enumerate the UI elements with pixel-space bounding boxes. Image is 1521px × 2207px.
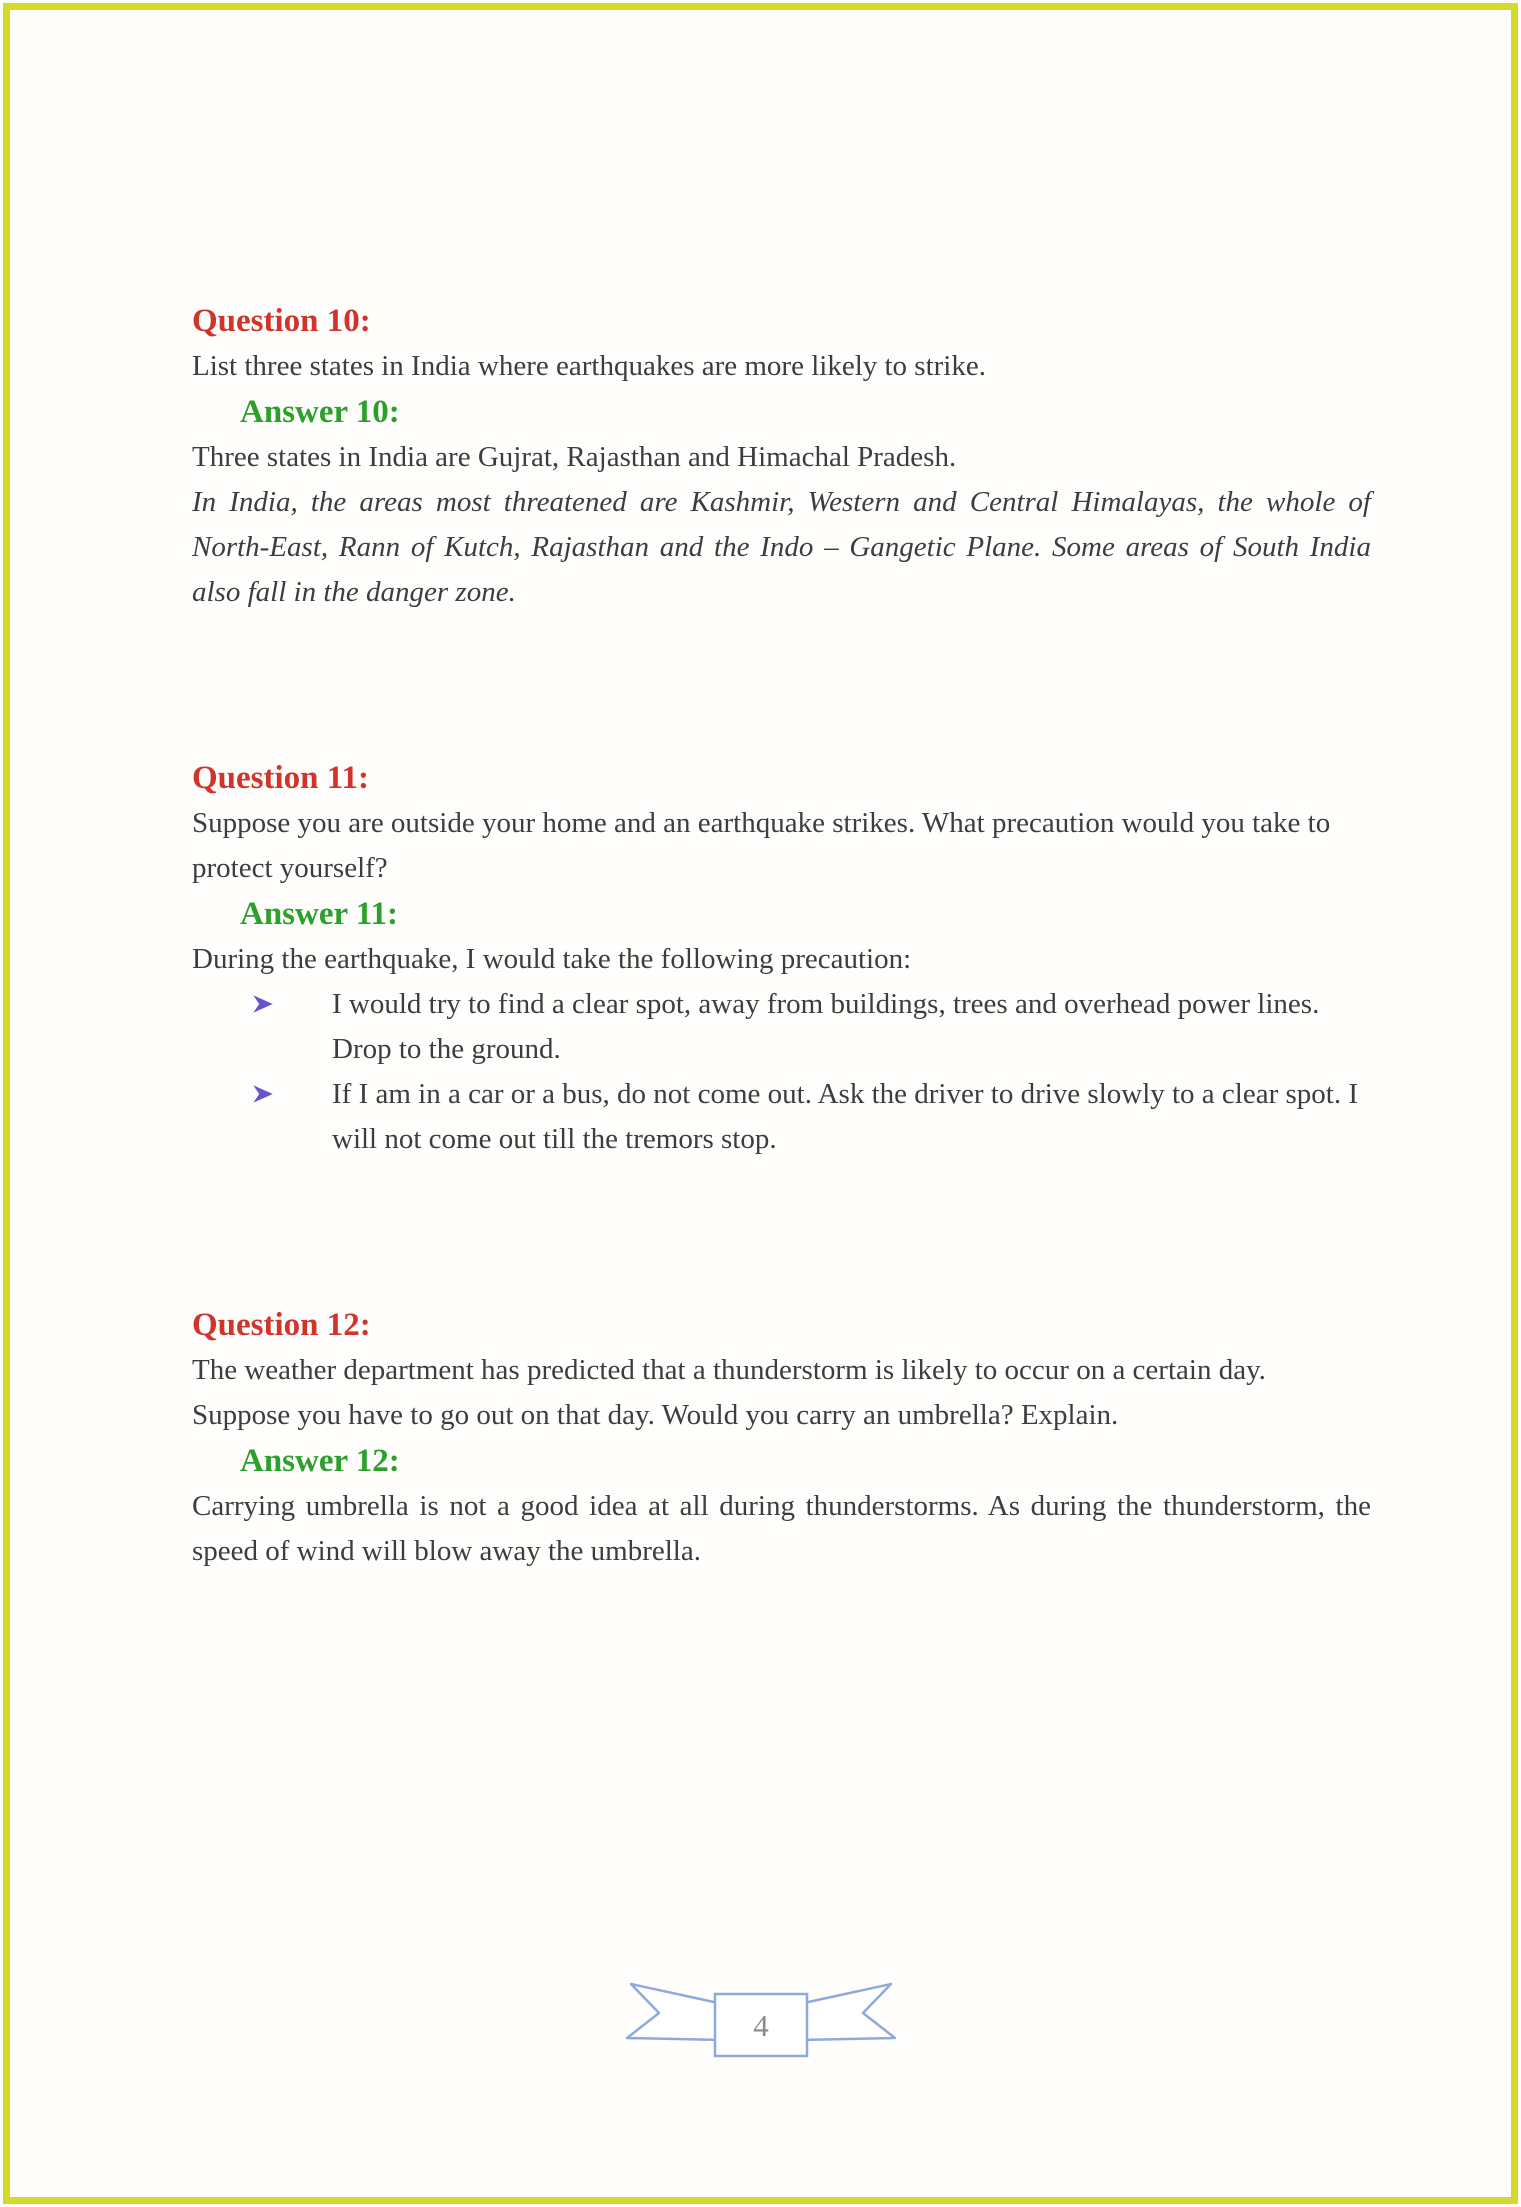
- question-11-heading: Question 11:: [192, 760, 369, 796]
- question-12-text: The weather department has predicted that a thunderstorm is likely to occur on a certain day. Suppose you have to go out on that day. Would you carry an umbrella? Explain.: [192, 1354, 1266, 1431]
- bullet-item: [192, 1072, 1371, 1162]
- bullet-text: If I am in a car or a bus, do not come out. Ask the driver to drive slowly to a clear spot. I will not come out till the tremors stop.: [332, 1078, 1359, 1155]
- question-12-heading: Question 12:: [192, 1307, 371, 1343]
- answer-12-heading: Answer 12:: [240, 1443, 400, 1479]
- answer-12-text: Carrying umbrella is not a good idea at all during thunderstorms. As during the thunderstorm, the speed of wind will blow away the umbrella.: [192, 1490, 1371, 1567]
- arrow-bullet-icon: [250, 991, 276, 1017]
- arrow-bullet-icon: [250, 1081, 276, 1107]
- answer-11-bullet-list: [192, 982, 1371, 1162]
- answer-10-note: In India, the areas most threatened are Kashmir, Western and Central Himalayas, the whole of North-East, Rann of Kutch, Rajasthan and the Indo – Gangetic Plane. Some areas of South India also fall in the danger zone.: [192, 486, 1371, 608]
- question-10-section: [192, 298, 1371, 615]
- ribbon-left-tail: [627, 1984, 723, 2040]
- question-11-section: [192, 755, 1371, 1162]
- question-11-text: Suppose you are outside your home and an earthquake strikes. What precaution would you take to protect yourself?: [192, 807, 1331, 884]
- answer-10-text: Three states in India are Gujrat, Rajasthan and Himachal Pradesh.: [192, 441, 957, 473]
- page-border-frame: [3, 3, 1518, 2204]
- question-12-section: [192, 1302, 1371, 1574]
- answer-10-heading: Answer 10:: [240, 394, 400, 430]
- bullet-item: [192, 982, 1371, 1072]
- question-10-text: List three states in India where earthquakes are more likely to strike.: [192, 350, 986, 382]
- answer-11-heading: Answer 11:: [240, 896, 398, 932]
- question-10-heading: Question 10:: [192, 303, 371, 339]
- answer-11-intro: During the earthquake, I would take the following precaution:: [192, 943, 912, 975]
- page-number-ribbon: [611, 1972, 911, 2067]
- ribbon-right-tail: [799, 1984, 895, 2040]
- page-number: 4: [752, 2008, 769, 2043]
- page-content: [10, 10, 1511, 1574]
- bullet-text: I would try to find a clear spot, away from buildings, trees and overhead power lines. Drop to the ground.: [332, 988, 1320, 1065]
